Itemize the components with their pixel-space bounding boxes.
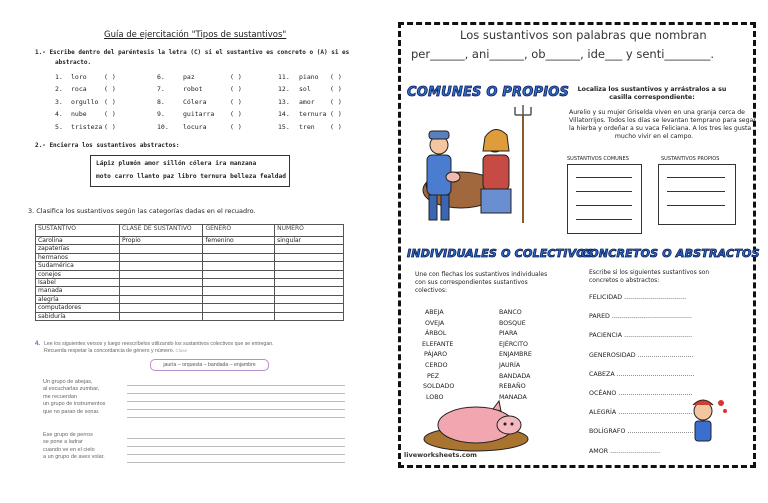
heading-comunes-propios: COMUNES O PROPIOS — [407, 85, 570, 100]
individual-word[interactable]: ABEJA — [425, 309, 444, 316]
table-cell-noun: computadores — [36, 304, 120, 312]
table-cell-answer[interactable] — [203, 270, 275, 278]
q1-item-number: 2. — [55, 85, 63, 94]
classification-table — [35, 224, 344, 321]
q1-item-number: 5. — [55, 122, 63, 131]
q1-item-word: amor — [299, 97, 315, 106]
verse-line: cuando ve en el cielo — [43, 446, 95, 453]
table-cell-answer[interactable] — [120, 278, 203, 286]
q1-answer-blank[interactable]: ( ) — [230, 85, 242, 94]
table-cell-noun: sabiduría — [36, 312, 120, 320]
left-worksheet — [0, 0, 383, 503]
table-cell-answer[interactable] — [203, 262, 275, 270]
table-row — [36, 253, 344, 261]
individual-word[interactable]: CERDO — [425, 362, 448, 369]
table-cell-answer[interactable] — [275, 262, 344, 270]
q4-hint: Clase — [175, 348, 188, 353]
q1-item-word: piano — [299, 73, 319, 81]
individual-word[interactable]: LOBO — [426, 393, 444, 401]
q4-instruction: Lee los siguientes versos y luego reescríbelos utilizando los sustantivos colectivos que se entregan. — [44, 341, 274, 347]
q1-item-word: orgullo — [71, 97, 99, 106]
table-cell-answer[interactable] — [120, 304, 203, 312]
table-cell-answer[interactable] — [275, 245, 344, 253]
paragraph-line: Villatorrijos. Todos los días se levantan temprano para segar — [569, 117, 756, 124]
q1-answer-blank[interactable]: ( ) — [230, 122, 242, 131]
table-cell-noun: hermanos — [36, 253, 120, 261]
table-row — [36, 278, 344, 286]
table-row — [36, 295, 344, 303]
instruction-line: con sus correspondientes sustantivos — [415, 279, 528, 286]
table-row — [36, 287, 344, 295]
paragraph-line: mucho vivir en el campo. — [614, 133, 694, 140]
table-cell-answer[interactable] — [120, 262, 203, 270]
table-cell-answer[interactable] — [203, 312, 275, 320]
verse-line: me recuerdan — [43, 393, 77, 400]
q2-words-line2: moto carro llanto paz libro ternura belleza fealdad — [96, 173, 286, 180]
individual-word[interactable]: OVEJA — [425, 319, 445, 327]
table-cell-answer[interactable] — [120, 270, 203, 278]
q1-item-number: 7. — [157, 85, 165, 94]
answer-line[interactable] — [127, 438, 345, 439]
q1-item-number: 15. — [278, 122, 290, 131]
table-cell-answer[interactable]: singular — [275, 237, 344, 245]
table-row — [36, 304, 344, 312]
table-row — [36, 270, 344, 278]
thinking-man-illustration — [683, 395, 731, 445]
table-header: CLASE DE SUSTANTIVO — [120, 225, 203, 237]
q1-item-number: 11. — [278, 73, 290, 81]
q1-answer-blank[interactable]: ( ) — [330, 97, 342, 106]
table-cell-answer[interactable] — [120, 245, 203, 253]
q2-instruction: 2.- Encierra los sustantivos abstractos: — [35, 142, 180, 149]
table-cell-answer[interactable] — [275, 304, 344, 312]
q1-item-number: 3. — [55, 97, 63, 106]
individual-word[interactable]: ÁRBOL — [425, 330, 447, 338]
individual-word[interactable]: ELEFANTE — [422, 340, 454, 348]
table-cell-answer[interactable] — [275, 253, 344, 261]
table-cell-answer[interactable] — [203, 287, 275, 295]
table-row — [36, 245, 344, 253]
answer-line[interactable] — [127, 393, 345, 394]
answer-line[interactable] — [127, 385, 345, 386]
table-cell-noun: Sudamérica — [36, 262, 120, 270]
verse-1 — [43, 379, 105, 416]
instruction-line: colectivos: — [415, 287, 448, 294]
individual-word[interactable]: SOLDADO — [423, 383, 455, 391]
collective-word[interactable]: PIARA — [499, 330, 518, 338]
classify-word-line[interactable]: GENEROSIDAD ............................ — [589, 351, 694, 359]
heading-individuales-colectivos: INDIVIDUALES O COLECTIVOS — [407, 247, 594, 260]
collective-word[interactable]: MANADA — [499, 393, 527, 401]
col-comunes-label: SUSTANTIVOS COMUNES — [567, 156, 629, 162]
q2-words-line1: Lápiz plumón amor sillón cólera ira manzana — [96, 160, 257, 167]
q1-answer-blank[interactable]: ( ) — [104, 73, 116, 81]
worksheet-title: Guía de ejercitación "Tipos de sustantivos" — [104, 30, 287, 40]
table-cell-noun: conejos — [36, 270, 120, 278]
q1-instruction: 1.- Escribe dentro del paréntesis la letra (C) si el sustantivo es concreto o (A) si es — [35, 49, 350, 56]
q1-item-word: tristeza — [71, 122, 103, 131]
verse-line: Ese grupo de perros — [43, 432, 93, 438]
answer-line[interactable] — [127, 454, 345, 455]
classify-word-line[interactable]: ALEGRÍA ..................................... — [589, 409, 693, 417]
instruction-line: concretos o abstractos: — [589, 277, 660, 284]
drop-box-comunes[interactable] — [567, 164, 642, 234]
sec1-instruction: Localiza los sustantivos y arrástralos a su casilla correspondiente: — [577, 86, 727, 101]
verse-line: se pone a ladrar — [43, 439, 83, 446]
classify-word-line[interactable]: PACIENCIA .................................. — [589, 332, 693, 340]
verse-line: al escucharlas zumbar, — [43, 386, 100, 393]
table-header: GENERO — [203, 225, 275, 237]
verse-line: Un grupo de abejas, — [43, 379, 93, 385]
q3-instruction: 3. Clasifica los sustantivos según las categorías dadas en el recuadro. — [28, 207, 256, 215]
q1-item-word: guitarra — [183, 110, 215, 119]
q4-number: 4. — [35, 341, 41, 347]
q4-instruction-cont — [44, 348, 187, 354]
q1-answer-blank[interactable]: ( ) — [330, 122, 342, 131]
q1-answer-blank[interactable]: ( ) — [330, 73, 342, 81]
table-cell-answer[interactable] — [203, 253, 275, 261]
answer-line[interactable] — [127, 409, 345, 410]
table-cell-answer[interactable] — [275, 278, 344, 286]
drop-box-propios[interactable] — [658, 164, 736, 225]
classify-word-line[interactable]: BOLÍGRAFO ................................. — [589, 428, 694, 436]
heading-concretos-abstractos: CONCRETOS O ABSTRACTOS — [581, 247, 760, 260]
table-header: NUMERO — [275, 225, 344, 237]
verse-line: que no paran de sonar. — [43, 408, 100, 415]
q1-item-number: 9. — [157, 110, 165, 119]
q1-answer-blank[interactable]: ( ) — [230, 110, 242, 119]
table-cell-answer[interactable] — [203, 304, 275, 312]
table-cell-noun: manada — [36, 287, 120, 295]
collective-word[interactable]: JAURÍA — [499, 362, 521, 369]
collective-word[interactable]: ENJAMBRE — [499, 351, 532, 359]
verse-line: a un grupo de aves volar. — [43, 454, 105, 461]
sec3-instruction — [589, 269, 709, 285]
table-header: SUSTANTIVO — [36, 225, 120, 237]
farmers-illustration — [411, 105, 561, 230]
instruction-line: Une con flechas los sustantivos individuales — [415, 271, 548, 278]
table-cell-answer[interactable] — [120, 312, 203, 320]
q2-word-box — [90, 155, 290, 187]
table-cell-answer[interactable] — [203, 245, 275, 253]
collective-word[interactable]: BOSQUE — [499, 319, 526, 327]
q1-item-word: paz — [183, 73, 195, 81]
instruction-line: Escribe si los siguientes sustantivos son — [589, 269, 710, 276]
q1-answer-blank[interactable]: ( ) — [230, 97, 242, 106]
classify-word-line[interactable]: FELICIDAD ............................... — [589, 294, 687, 301]
table-cell-answer[interactable] — [275, 295, 344, 303]
classify-word-line[interactable]: OCÉANO ..................................... — [589, 390, 693, 397]
paragraph-line: Aurelio y su mujer Griselda viven en una granja cerca de — [569, 109, 745, 116]
table-cell-answer[interactable] — [203, 278, 275, 286]
q1-item-number: 1. — [55, 73, 63, 81]
table-cell-noun: Isabel — [36, 278, 120, 286]
q1-answer-blank[interactable]: ( ) — [104, 110, 116, 119]
q1-item-word: ternura — [299, 110, 327, 119]
q1-answer-blank[interactable]: ( ) — [104, 122, 116, 131]
q1-answer-blank[interactable]: ( ) — [330, 85, 342, 94]
verse-2 — [43, 432, 105, 462]
main-title: Los sustantivos son palabras que nombran — [460, 28, 707, 42]
main-subtitle: per______, ani______, ob______, ide___ y senti________. — [411, 47, 715, 61]
paragraph-line: la hierba y ordeñar a su vaca Feliciana. A los tres les gusta — [569, 125, 752, 132]
table-cell-answer[interactable] — [120, 295, 203, 303]
individual-word[interactable]: PEZ — [427, 372, 440, 380]
table-row — [36, 262, 344, 270]
q1-item-number: 8. — [157, 97, 165, 106]
sec2-instruction — [415, 271, 547, 295]
collective-word[interactable]: BANCO — [499, 309, 522, 316]
q1-item-number: 13. — [278, 97, 290, 106]
q1-item-word: Cólera — [183, 97, 207, 106]
word-bank: jauría – orquesta – bandada – enjambre — [150, 359, 269, 371]
classify-word-line[interactable]: PARED ........................................ — [589, 313, 692, 321]
classify-word-line[interactable]: AMOR ......................... — [589, 447, 661, 455]
table-cell-noun: Carolina — [36, 237, 120, 245]
q1-answer-blank[interactable]: ( ) — [330, 110, 342, 119]
q1-item-word: locura — [183, 122, 207, 131]
answer-line[interactable] — [127, 462, 345, 463]
answer-line[interactable] — [127, 417, 345, 418]
q1-item-number: 10. — [157, 122, 169, 131]
q1-answer-blank[interactable]: ( ) — [230, 73, 242, 81]
q1-item-number: 6. — [157, 73, 165, 81]
sec1-paragraph — [569, 109, 756, 141]
answer-line[interactable] — [127, 401, 345, 402]
q4-instruction-b: Recuerda respetar la concordancia de género y número. — [44, 348, 175, 354]
table-cell-noun: alegría — [36, 295, 120, 303]
table-row — [36, 312, 344, 320]
table-cell-answer[interactable] — [275, 270, 344, 278]
q1-item-number: 4. — [55, 110, 63, 119]
q1-answer-blank[interactable]: ( ) — [104, 85, 116, 94]
collective-word[interactable]: REBAÑO — [499, 383, 526, 391]
footer-brand: liveworksheets.com — [404, 451, 477, 459]
classify-word-line[interactable]: CABEZA ....................................... — [589, 370, 695, 378]
q1-item-word: nube — [71, 110, 87, 119]
individual-word[interactable]: PÁJARO — [424, 351, 448, 359]
q1-item-word: robot — [183, 85, 203, 94]
verse-line: un grupo de instrumentos — [43, 401, 106, 408]
q1-item-number: 14. — [278, 110, 290, 119]
table-cell-answer[interactable] — [120, 287, 203, 295]
q1-item-number: 12. — [278, 85, 290, 94]
right-worksheet — [398, 22, 760, 468]
collective-word[interactable]: EJÉRCITO — [499, 340, 528, 348]
table-cell-answer[interactable]: femenino — [203, 237, 275, 245]
q1-item-word: loro — [71, 73, 87, 81]
answer-line[interactable] — [127, 446, 345, 447]
q1-item-word: sol — [299, 85, 311, 94]
table-cell-answer[interactable] — [120, 253, 203, 261]
table-row — [36, 237, 344, 245]
q1-item-word: tren — [299, 122, 315, 131]
collective-word[interactable]: BANDADA — [499, 372, 531, 380]
table-cell-noun: zapaterías — [36, 245, 120, 253]
table-cell-answer[interactable]: Propio — [120, 237, 203, 245]
table-cell-answer[interactable] — [275, 312, 344, 320]
pig-illustration — [421, 391, 531, 455]
col-propios-label: SUSTANTIVOS PROPIOS — [661, 156, 720, 162]
table-cell-answer[interactable] — [275, 287, 344, 295]
q1-instruction-cont: abstracto. — [55, 59, 92, 66]
q1-answer-blank[interactable]: ( ) — [104, 97, 116, 106]
table-cell-answer[interactable] — [203, 295, 275, 303]
q1-item-word: roca — [71, 85, 87, 94]
